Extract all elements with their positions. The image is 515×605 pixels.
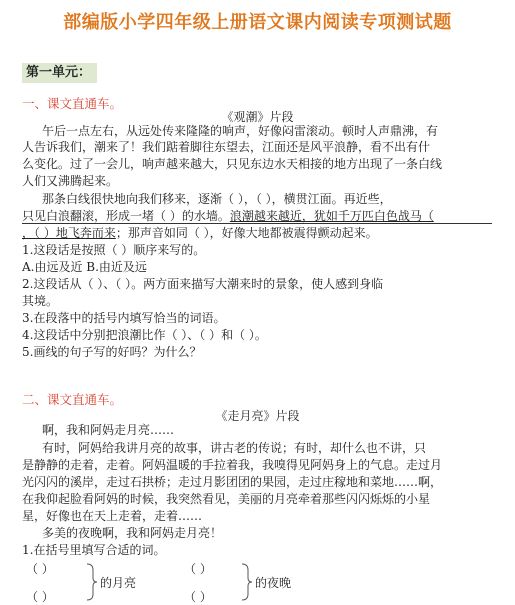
paragraph-line: 人告诉我们，潮来了！我们踮着脚往东望去，江面还是风平浪静，看不出有什: [22, 140, 431, 154]
blank-paren: （ ）: [26, 562, 54, 576]
paragraph-line: 午后一点左右，从远处传来隆隆的响声，好像闷雷滚动。顿时人声鼎沸，有: [42, 124, 439, 138]
underlined-sentence: 浪潮越来越近，犹如千万匹白色战马（: [229, 209, 434, 223]
paragraph-line: 光闪闪的溪岸，走过石拱桥；走过月影团团的果园，走过庄稼地和菜地……啊，: [22, 475, 443, 489]
blank-paren: （ ）: [26, 590, 54, 604]
paragraph-line: 人们又沸腾起来。: [22, 174, 119, 188]
paragraph-line: 啊，我和阿妈走月亮……: [42, 423, 175, 437]
question-1: 1.在括号里填写合适的词。: [22, 543, 166, 557]
question-3: 3.在段落中的括号内填写恰当的词语。: [22, 311, 226, 325]
brace-icon: [240, 562, 254, 602]
blank-paren: （ ）: [184, 562, 212, 576]
question-1-options: A.由远及近 B.由近及远: [22, 260, 147, 274]
fill-phrase: 的月亮: [100, 576, 137, 590]
question-2: 2.这段话从（ ）、（ ）。两方面来描写大潮来时的景象，使人感到身临: [22, 277, 384, 291]
paragraph-line: 那条白线很快地向我们移来，逐渐（ ），（ ），横贯江面。再近些，: [42, 192, 392, 206]
paragraph-line: [22, 209, 492, 223]
fill-phrase: 的夜晚: [255, 576, 292, 590]
question-5: 5.画线的句子写的好吗？为什么？: [22, 345, 202, 359]
paragraph-line: 在我仰起脸看阿妈的时候，我突然看见，美丽的月亮牵着那些闪闪烁烁的小星: [22, 492, 431, 506]
plain-sentence: 只见白浪翻滚，形成一堵（ ）的水墙。: [22, 209, 230, 223]
section1-passage-title: 《观潮》片段: [221, 110, 294, 124]
question-2-cont: 其境。: [22, 294, 59, 308]
paragraph-line: 有时，阿妈给我讲月亮的故事，讲古老的传说；有时，却什么也不讲，只: [42, 441, 427, 455]
section2-heading: 二、课文直通车。: [22, 392, 123, 407]
brace-icon: [85, 562, 99, 602]
question-1: 1.这段话是按照（ ）顺序来写的。: [22, 243, 206, 257]
paragraph-line: 是静静的走着，走着。阿妈温暖的手拉着我，我嗅得见阿妈身上的气息。走过月: [22, 458, 443, 472]
section1-heading: 一、课文直通车。: [22, 96, 123, 111]
paragraph-line: [22, 226, 492, 240]
unit-label: 第一单元：: [22, 63, 97, 83]
blank-paren: （ ）: [184, 590, 212, 604]
answer-rule: [22, 223, 492, 224]
paragraph-line: 么变化。过了一会儿，响声越来越大，只见东边水天相接的地方出现了一条白线: [22, 157, 443, 171]
question-4: 4.这段话中分别把浪潮比作（ ）、（ ）和（ ）。: [22, 328, 267, 342]
plain-sentence: ；那声音如同（ ），好像大地都被震得颤动起来。: [115, 226, 378, 240]
page-title: 部编版小学四年级上册语文课内阅读专项测试题: [63, 12, 452, 33]
section2-passage-title: 《走月亮》片段: [215, 409, 300, 423]
underlined-sentence: ，（ ）地飞奔而来: [22, 226, 116, 240]
paragraph-line: 多美的夜晚啊，我和阿妈走月亮！: [42, 526, 223, 540]
paragraph-line: 星，好像也在天上走着，走着……: [22, 509, 203, 523]
